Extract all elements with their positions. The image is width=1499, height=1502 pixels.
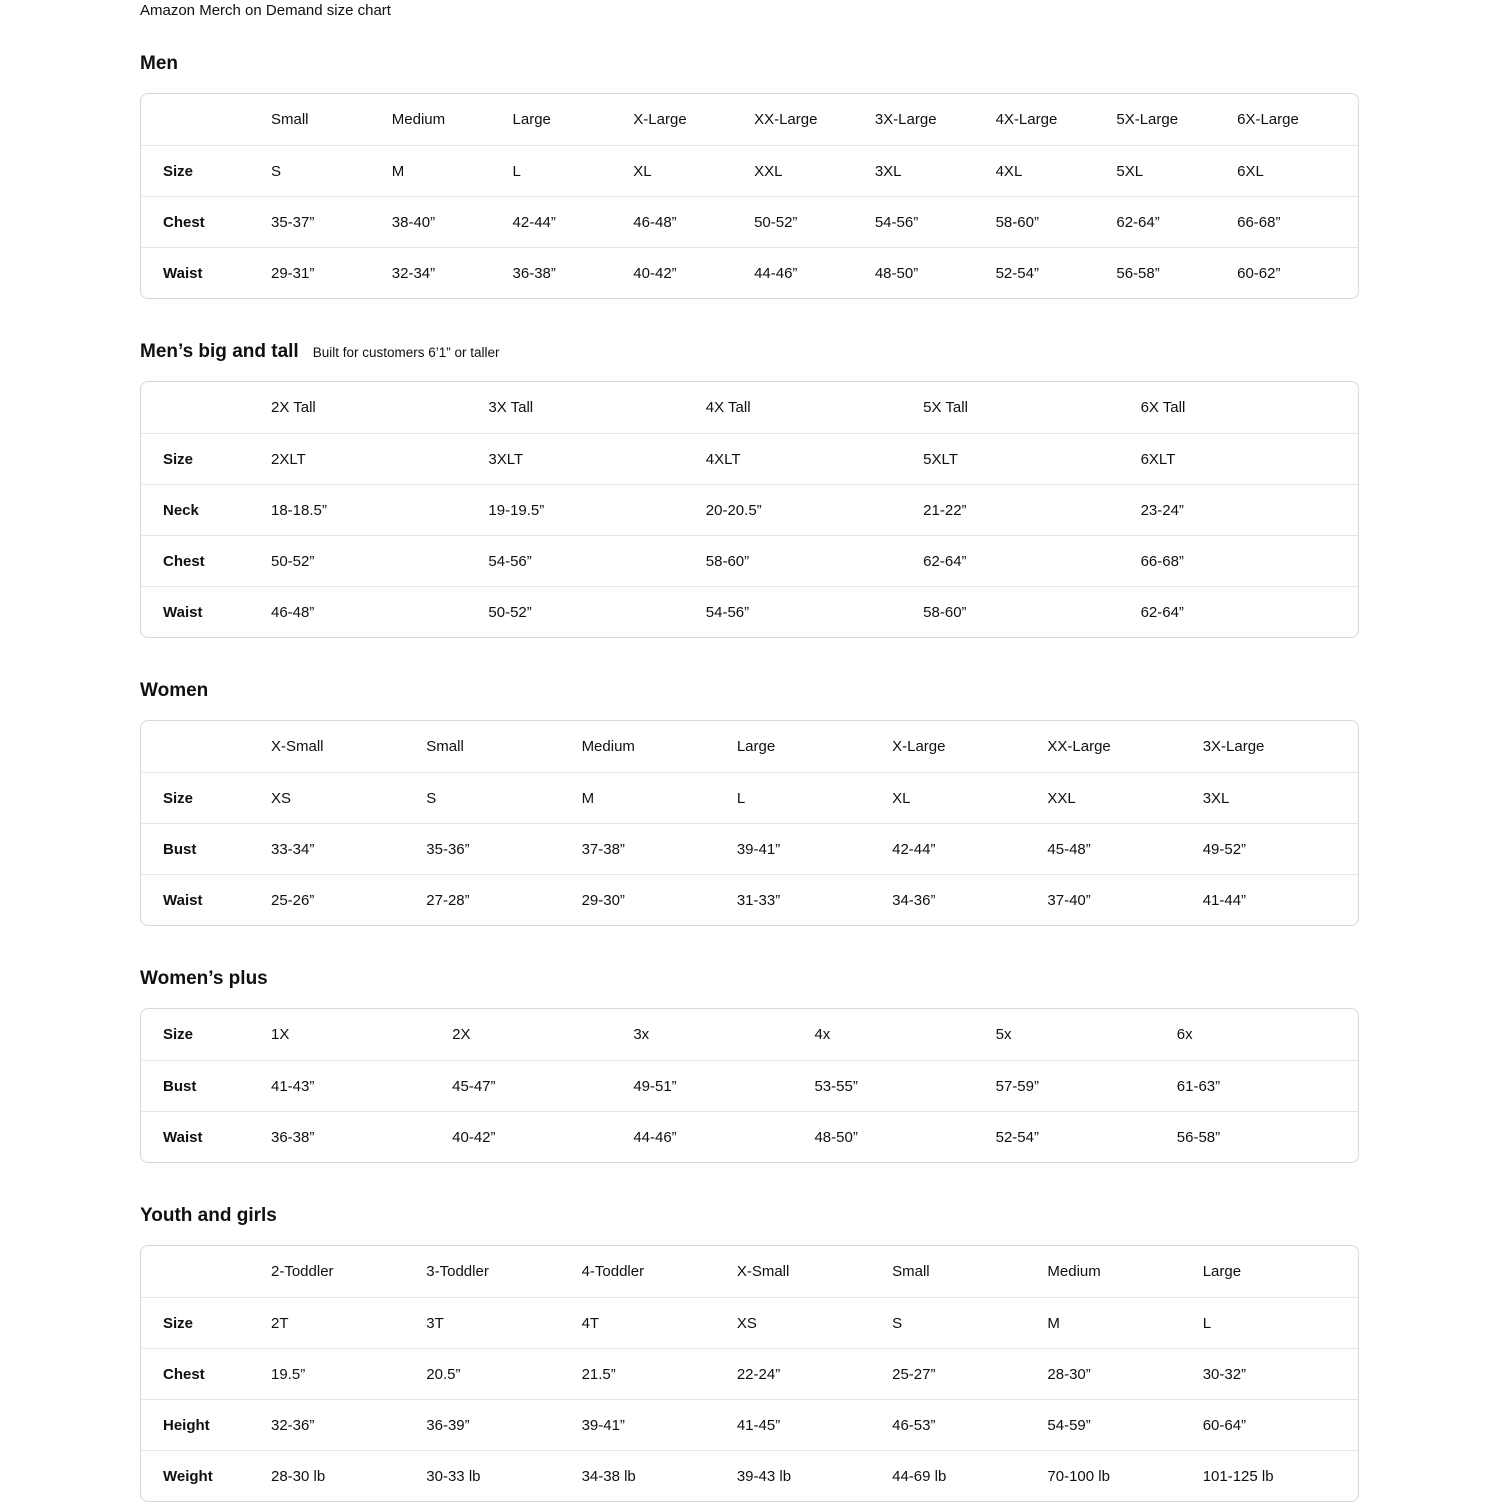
table-cell: 52-54” <box>996 247 1117 298</box>
table-cell: 20-20.5” <box>706 484 923 535</box>
table-cell: 29-30” <box>582 874 737 925</box>
table-cell: 41-44” <box>1203 874 1358 925</box>
size-table-mens-big-and-tall <box>140 381 1359 638</box>
corner-cell <box>141 1246 271 1297</box>
section-mens-big-and-tall <box>140 341 1359 638</box>
section-heading-women <box>140 680 1359 702</box>
column-header-row <box>141 1246 1358 1297</box>
table-cell: 2XLT <box>271 433 488 484</box>
table-cell: 46-53” <box>892 1399 1047 1450</box>
table-cell: 3x <box>633 1026 650 1043</box>
table-cell: 62-64” <box>923 535 1140 586</box>
table-cell: 54-56” <box>875 196 996 247</box>
table-cell: 3XL <box>1203 772 1358 823</box>
table-cell: 62-64” <box>1141 586 1358 637</box>
section-heading-youth-text: Youth and girls <box>140 1205 277 1226</box>
table-cell: 44-46” <box>633 1111 814 1162</box>
table-cell: 58-60” <box>923 586 1140 637</box>
table-cell: 49-51” <box>633 1060 814 1111</box>
column-header: 2-Toddler <box>271 1263 334 1280</box>
section-heading-women-text: Women <box>140 680 209 701</box>
table-cell: 44-69 lb <box>892 1450 1047 1501</box>
section-men <box>140 53 1359 299</box>
table-cell: 56-58” <box>1116 247 1237 298</box>
table-cell: 25-26” <box>271 874 426 925</box>
table-row <box>141 823 1358 874</box>
table-cell: M <box>392 145 513 196</box>
column-header: 2X Tall <box>271 399 316 416</box>
size-table <box>140 720 1359 926</box>
size-table-men <box>140 93 1359 299</box>
column-header: Large <box>512 111 551 128</box>
table-cell: 41-43” <box>271 1060 452 1111</box>
table-cell: 48-50” <box>875 247 996 298</box>
size-table <box>140 1008 1359 1163</box>
table-cell: 46-48” <box>633 196 754 247</box>
size-table-womens-plus <box>140 1008 1359 1163</box>
table-cell: 3T <box>426 1297 581 1348</box>
table-cell: 40-42” <box>452 1111 633 1162</box>
row-label: Size <box>141 772 271 823</box>
table-cell: 70-100 lb <box>1047 1450 1202 1501</box>
column-header: Medium <box>1047 1263 1101 1280</box>
column-header: Large <box>1202 1263 1242 1280</box>
table-cell: 37-40” <box>1047 874 1202 925</box>
column-header: 5X Tall <box>923 399 968 416</box>
column-header: 3X-Large <box>1202 738 1265 755</box>
table-row <box>141 1399 1358 1450</box>
table-cell: S <box>271 145 392 196</box>
size-table <box>140 93 1359 299</box>
table-cell: 60-62” <box>1237 247 1358 298</box>
section-heading-big-tall-text: Men’s big and tall <box>140 341 299 362</box>
section-heading-youth-and-girls <box>140 1205 1359 1227</box>
table-cell: 32-36” <box>271 1399 426 1450</box>
table-cell: 39-41” <box>582 1399 737 1450</box>
table-cell: 38-40” <box>392 196 513 247</box>
column-header: Large <box>736 738 776 755</box>
size-table-youth-and-girls <box>140 1245 1359 1502</box>
column-header: Medium <box>391 111 446 128</box>
size-table <box>140 381 1359 638</box>
column-header: 3X-Large <box>874 111 937 128</box>
table-row <box>141 772 1358 823</box>
table-cell: 42-44” <box>892 823 1047 874</box>
table-cell: 34-36” <box>892 874 1047 925</box>
column-header: X-Small <box>736 1263 790 1280</box>
table-cell: 19.5” <box>271 1348 426 1399</box>
corner-cell <box>141 94 271 145</box>
table-row <box>141 484 1358 535</box>
column-header: Small <box>892 1263 930 1280</box>
table-row <box>141 433 1358 484</box>
table-cell: 34-38 lb <box>582 1450 737 1501</box>
table-cell: 4T <box>582 1297 737 1348</box>
row-label: Waist <box>141 1111 271 1162</box>
table-cell: 45-48” <box>1047 823 1202 874</box>
table-cell: 4x <box>814 1026 831 1043</box>
table-row <box>141 1450 1358 1501</box>
table-cell: 53-55” <box>814 1060 995 1111</box>
table-cell: 49-52” <box>1203 823 1358 874</box>
table-cell: 5XL <box>1116 145 1237 196</box>
table-cell: 101-125 lb <box>1203 1450 1358 1501</box>
row-label: Bust <box>141 823 271 874</box>
table-cell: 32-34” <box>392 247 513 298</box>
table-row <box>141 1009 1358 1060</box>
table-cell: 21-22” <box>923 484 1140 535</box>
table-cell: L <box>513 145 634 196</box>
table-cell: 35-36” <box>426 823 581 874</box>
column-header: 6X-Large <box>1237 111 1299 128</box>
section-heading-men-text: Men <box>140 53 178 74</box>
table-cell: L <box>1203 1297 1358 1348</box>
table-cell: 41-45” <box>737 1399 892 1450</box>
table-cell: 21.5” <box>582 1348 737 1399</box>
table-cell: 28-30 lb <box>271 1450 426 1501</box>
size-table <box>140 1245 1359 1502</box>
table-cell: 58-60” <box>996 196 1117 247</box>
row-label: Waist <box>141 874 271 925</box>
table-cell: 3XLT <box>488 433 705 484</box>
table-cell: 29-31” <box>271 247 392 298</box>
table-cell: 66-68” <box>1141 535 1358 586</box>
table-cell: 6XLT <box>1141 433 1358 484</box>
table-row <box>141 247 1358 298</box>
table-cell: XL <box>892 772 1047 823</box>
table-cell: 45-47” <box>452 1060 633 1111</box>
column-header: 4-Toddler <box>581 1263 645 1280</box>
section-heading-mens-big-and-tall <box>140 341 1359 363</box>
row-label: Size <box>141 433 271 484</box>
column-header-row <box>141 382 1358 433</box>
corner-cell <box>141 382 271 433</box>
column-header: X-Large <box>633 111 687 128</box>
table-cell: 36-39” <box>426 1399 581 1450</box>
table-cell: XXL <box>1047 772 1202 823</box>
table-cell: XXL <box>754 145 875 196</box>
table-cell: 4XLT <box>706 433 923 484</box>
table-cell: S <box>426 772 581 823</box>
row-label: Chest <box>141 535 271 586</box>
table-row <box>141 1297 1358 1348</box>
table-cell: 36-38” <box>271 1111 452 1162</box>
table-cell: 3XL <box>875 145 996 196</box>
table-cell: 2T <box>271 1297 426 1348</box>
section-youth-and-girls <box>140 1205 1359 1502</box>
row-label: Height <box>141 1399 271 1450</box>
table-cell: 18-18.5” <box>271 484 488 535</box>
column-header: 6X Tall <box>1140 399 1186 416</box>
table-cell: XS <box>271 772 426 823</box>
table-cell: 58-60” <box>706 535 923 586</box>
table-cell: XL <box>633 145 754 196</box>
table-cell: 39-41” <box>737 823 892 874</box>
column-header: XX-Large <box>1047 738 1111 755</box>
row-label: Neck <box>141 484 271 535</box>
table-cell: 39-43 lb <box>737 1450 892 1501</box>
table-cell: 50-52” <box>488 586 705 637</box>
column-header: X-Large <box>892 738 946 755</box>
table-cell: 20.5” <box>426 1348 581 1399</box>
table-cell: 33-34” <box>271 823 426 874</box>
table-row <box>141 1060 1358 1111</box>
section-heading-womens-plus-text: Women’s plus <box>140 968 268 989</box>
table-cell: S <box>892 1297 1047 1348</box>
table-row <box>141 535 1358 586</box>
table-cell: 60-64” <box>1203 1399 1358 1450</box>
row-label: Size <box>141 1297 271 1348</box>
table-cell: 40-42” <box>633 247 754 298</box>
row-label: Waist <box>141 586 271 637</box>
column-header: 3X Tall <box>488 399 534 416</box>
row-label: Chest <box>141 1348 271 1399</box>
column-header-row <box>141 94 1358 145</box>
column-header: Medium <box>581 738 635 755</box>
column-header: 4X Tall <box>705 399 751 416</box>
table-cell: 6XL <box>1237 145 1358 196</box>
table-cell: L <box>737 772 892 823</box>
table-cell: 54-56” <box>488 535 705 586</box>
table-row <box>141 874 1358 925</box>
table-row <box>141 145 1358 196</box>
table-cell: 42-44” <box>513 196 634 247</box>
column-header: Small <box>271 111 309 128</box>
table-cell: 46-48” <box>271 586 488 637</box>
section-heading-men <box>140 53 1359 75</box>
table-cell: 30-32” <box>1203 1348 1358 1399</box>
table-cell: 52-54” <box>996 1111 1177 1162</box>
section-womens-plus <box>140 968 1359 1163</box>
section-women <box>140 680 1359 926</box>
table-cell: 62-64” <box>1116 196 1237 247</box>
table-cell: 36-38” <box>513 247 634 298</box>
page-title: Amazon Merch on Demand size chart <box>140 2 391 19</box>
table-cell: 50-52” <box>754 196 875 247</box>
table-row <box>141 586 1358 637</box>
table-cell: 35-37” <box>271 196 392 247</box>
table-cell: 54-59” <box>1047 1399 1202 1450</box>
row-label: Chest <box>141 196 271 247</box>
table-cell: 27-28” <box>426 874 581 925</box>
table-cell: XS <box>737 1297 892 1348</box>
table-cell: 25-27” <box>892 1348 1047 1399</box>
column-header-row <box>141 721 1358 772</box>
row-label: Size <box>163 1026 194 1043</box>
row-label: Size <box>141 145 271 196</box>
table-row <box>141 1111 1358 1162</box>
table-cell: 54-56” <box>706 586 923 637</box>
column-header: 4X-Large <box>995 111 1058 128</box>
corner-cell <box>141 721 271 772</box>
table-cell: 57-59” <box>996 1060 1177 1111</box>
table-cell: 30-33 lb <box>426 1450 581 1501</box>
table-cell: 28-30” <box>1047 1348 1202 1399</box>
column-header: XX-Large <box>754 111 818 128</box>
column-header: Small <box>426 738 464 755</box>
table-cell: 1X <box>271 1026 290 1043</box>
table-cell: 48-50” <box>814 1111 995 1162</box>
table-cell: 61-63” <box>1177 1060 1358 1111</box>
table-cell: 6x <box>1176 1026 1193 1043</box>
column-header: 3-Toddler <box>426 1263 489 1280</box>
table-row <box>141 196 1358 247</box>
table-cell: 37-38” <box>582 823 737 874</box>
table-cell: 2X <box>452 1026 471 1043</box>
row-label: Bust <box>141 1060 271 1111</box>
table-cell: 5x <box>995 1026 1012 1043</box>
table-cell: 66-68” <box>1237 196 1358 247</box>
row-label: Weight <box>141 1450 271 1501</box>
row-label: Waist <box>141 247 271 298</box>
table-cell: 23-24” <box>1141 484 1358 535</box>
table-cell: 19-19.5” <box>488 484 705 535</box>
section-subtitle-big-tall: Built for customers 6’1” or taller <box>312 345 500 360</box>
table-row <box>141 1348 1358 1399</box>
column-header: 5X-Large <box>1116 111 1179 128</box>
table-cell: M <box>1047 1297 1202 1348</box>
table-cell: 50-52” <box>271 535 488 586</box>
table-cell: 44-46” <box>754 247 875 298</box>
size-table-women <box>140 720 1359 926</box>
table-cell: 4XL <box>996 145 1117 196</box>
column-header: X-Small <box>271 738 324 755</box>
table-cell: M <box>582 772 737 823</box>
table-cell: 5XLT <box>923 433 1140 484</box>
section-heading-womens-plus <box>140 968 1359 990</box>
table-cell: 22-24” <box>737 1348 892 1399</box>
table-cell: 31-33” <box>737 874 892 925</box>
table-cell: 56-58” <box>1177 1111 1358 1162</box>
